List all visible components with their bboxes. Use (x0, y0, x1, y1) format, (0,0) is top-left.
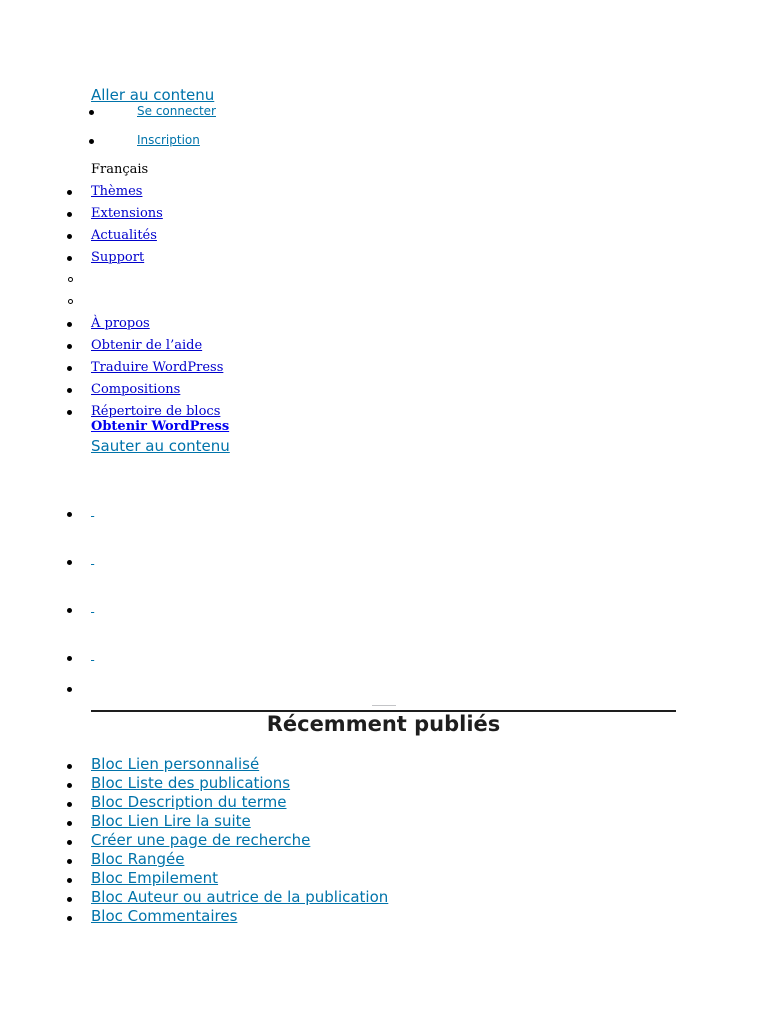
empty-link[interactable] (91, 603, 94, 614)
nav-item-support[interactable]: Support (91, 250, 145, 265)
login-link[interactable]: Se connecter (137, 104, 216, 118)
list-bullet (67, 560, 72, 565)
small-divider (372, 705, 396, 706)
recent-item-link[interactable]: Bloc Empilement (91, 869, 219, 887)
recent-item-link[interactable]: Bloc Commentaires (91, 907, 238, 925)
nav-item-translate[interactable]: Traduire WordPress (91, 360, 224, 375)
list-bullet (67, 764, 72, 769)
nav-item-get-help[interactable]: Obtenir de l’aide (91, 338, 203, 353)
list-bullet (67, 190, 72, 195)
nav-item-about[interactable]: À propos (91, 316, 150, 331)
recent-item-link[interactable]: Créer une page de recherche (91, 831, 311, 849)
list-bullet (67, 212, 72, 217)
nav-item-extensions[interactable]: Extensions (91, 206, 163, 221)
list-bullet (67, 366, 72, 371)
list-bullet (89, 139, 94, 144)
recent-item-link[interactable]: Bloc Lien Lire la suite (91, 812, 251, 830)
recent-item-link[interactable]: Bloc Lien personnalisé (91, 755, 260, 773)
language-label: Français (91, 162, 149, 177)
empty-link[interactable] (91, 651, 94, 662)
list-bullet (67, 322, 72, 327)
submenu-bullet (68, 277, 73, 282)
skip-to-content-link[interactable]: Aller au contenu (91, 86, 215, 104)
recent-title: Récemment publiés (266, 712, 501, 736)
list-bullet (67, 897, 72, 902)
list-bullet (67, 234, 72, 239)
list-bullet (67, 512, 72, 517)
recent-item-link[interactable]: Bloc Description du terme (91, 793, 287, 811)
submenu-bullet (68, 299, 73, 304)
recent-item-link[interactable]: Bloc Auteur ou autrice de la publication (91, 888, 389, 906)
nav-item-themes[interactable]: Thèmes (91, 184, 143, 199)
list-bullet (67, 256, 72, 261)
list-bullet (67, 656, 72, 661)
recent-item-link[interactable]: Bloc Rangée (91, 850, 185, 868)
list-bullet (67, 388, 72, 393)
list-bullet (67, 821, 72, 826)
list-bullet (67, 802, 72, 807)
list-bullet (89, 110, 94, 115)
list-bullet (67, 878, 72, 883)
signup-link[interactable]: Inscription (137, 133, 200, 147)
list-bullet (67, 916, 72, 921)
list-bullet (67, 410, 72, 415)
get-wordpress-container (91, 419, 229, 434)
list-bullet (67, 783, 72, 788)
list-bullet (67, 859, 72, 864)
nav-item-block-directory[interactable]: Répertoire de blocs (91, 404, 221, 419)
list-bullet (67, 840, 72, 845)
get-wordpress-button[interactable]: Obtenir WordPress (91, 419, 230, 434)
nav-item-news[interactable]: Actualités (91, 228, 157, 243)
list-bullet (67, 344, 72, 349)
list-bullet (67, 608, 72, 613)
list-bullet (67, 687, 72, 692)
recent-item-link[interactable]: Bloc Liste des publications (91, 774, 291, 792)
empty-link[interactable] (91, 507, 94, 518)
skip-content-link[interactable]: Sauter au contenu (91, 437, 230, 455)
nav-item-patterns[interactable]: Compositions (91, 382, 181, 397)
empty-link[interactable] (91, 555, 94, 566)
